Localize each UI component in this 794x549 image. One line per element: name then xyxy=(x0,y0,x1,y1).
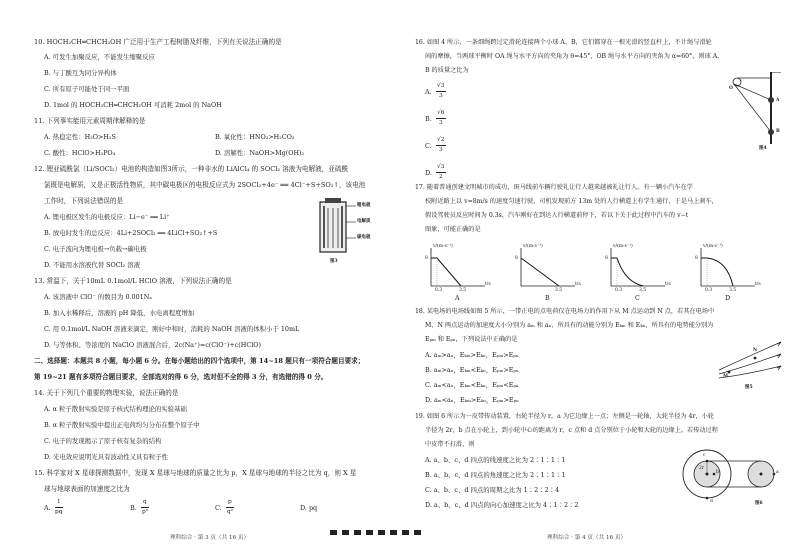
fig4-label-b: B xyxy=(776,129,780,134)
q15-option-d: D. pq xyxy=(300,504,318,512)
graph-b-v0: 8 xyxy=(515,256,518,261)
graph-b-ylabel: v/(m·s⁻¹) xyxy=(523,244,543,249)
q14-option-b: B. α 粒子散射实验中提出正电荷均匀分布在整个原子中 xyxy=(44,421,200,429)
fig6-label-d: d xyxy=(710,499,713,504)
q16-option-b-den: 3 xyxy=(439,120,443,126)
q15-stem-line1: 15. 科学家对 X 星球探测数据中，发现 X 星球与地球的质量之比为 p，X 星球与地球的半径之比为 q，则 X 星 xyxy=(34,469,357,477)
pulley-figure xyxy=(723,72,783,152)
graph-a-v0: 8 xyxy=(425,256,428,261)
q17-stem-line2: 校附近路上以 v=8m/s 的速度匀速行驶，司机发现前方 13m 处的人行横道上有学生通行，于是马上刹车， xyxy=(425,198,718,205)
graph-c-xlabel: t/s xyxy=(665,282,671,287)
q10-stem: 10. HOCH₂CH═CHCH₂OH 广泛用于生产工程树脂及纤维，下列有关说法正确的是 xyxy=(34,38,282,46)
page-mark xyxy=(366,530,373,535)
q12-option-b: B. 放电时发生的总反应：4Li+2SOCl₂ ══ 4LiCl+SO₂↑+S xyxy=(44,229,218,237)
q13-option-b: B. 加入水稀释后，溶液的 pH 降低，水电离程度增加 xyxy=(44,309,195,317)
q12-stem-line1: 12. 锂亚硫酰氯（Li/SOCl₂）电池的构造如图3所示，一种非水的 LiAlCl₄ 的 SOCl₂ 溶液为电解液，亚硫酰 xyxy=(34,165,349,173)
vt-graphs-svg xyxy=(425,244,775,294)
q16-option-b-label: B. xyxy=(425,115,432,123)
q16-stem-line1: 16. 如图 4 所示，一条细绳跨过定滑轮连接两个小球 A、B，它们都穿在一根光滑的竖直杆上，不计绳与滑轮 xyxy=(415,39,712,46)
q19-stem-line2: 半径为 2r，b 点在小轮上，到小轮中心的距离为 r，c 点和 d 点分别位于小轮和大轮的边缘上。若传动过程 xyxy=(425,427,718,434)
page-mark xyxy=(354,530,361,535)
q16-option-b-num: √6 xyxy=(437,110,445,116)
q16-option-a-num: √3 xyxy=(437,83,445,89)
right-page-footer: 理科综合 · 第 4 页（共 16 页） xyxy=(547,535,627,541)
fig5-caption: 图5 xyxy=(745,385,753,390)
q19-stem-line1: 19. 如图 6 所示为一皮带传动装置，右轮半径为 r，a 为它边缘上一点；左侧是一轮轴，大轮半径为 4r，小轮 xyxy=(415,413,714,420)
q16-option-c-num: √2 xyxy=(437,137,445,143)
pulley-diagram xyxy=(723,72,783,152)
q14-stem: 14. 关于下列几个重要的物理实验，说法正确的是 xyxy=(34,389,179,397)
q17-stem-line3: 假设驾驶员反应时间为 0.3s，汽车刚好在到达人行横道前停下，若以下关于此过程中汽车的 v−t xyxy=(425,212,689,219)
q18-stem-line1: 18. 某电场的电场线如图 5 所示，一带正电的点电荷仅在电场力的作用下从 M 点运动到 N 点，若其在电场中 xyxy=(415,308,715,315)
belt-drive-figure xyxy=(679,446,784,510)
q15-option-b-num: q xyxy=(143,499,147,505)
q14-option-a: A. α 粒子散射实验是原子核式结构理论的实验基础 xyxy=(44,405,187,413)
q17-option-d: D xyxy=(725,294,731,302)
graph-c-t2: 3.5 xyxy=(639,288,647,293)
graph-d-xlabel: t/s xyxy=(755,282,761,287)
graph-d-t1: 0.3 xyxy=(705,288,713,293)
fig6-label-a: a xyxy=(776,470,779,475)
vt-graphs xyxy=(425,244,775,294)
q19-option-c: C. a、b、c、d 四点的周期之比为 1∶2∶2∶4 xyxy=(425,486,560,494)
graph-a-t1: 0.3 xyxy=(435,288,443,293)
q14-option-c: C. 电子的发现揭示了原子核有复杂的结构 xyxy=(44,437,162,445)
fig6-caption: 图6 xyxy=(755,501,763,506)
graph-b-t2: 3.5 xyxy=(555,288,563,293)
q10-option-d: D. 1mol 的 HOCH₂CH═CHCH₂OH 可消耗 2mol 的 NaOH xyxy=(44,101,222,109)
q16-option-a-den: 3 xyxy=(439,93,443,99)
graph-a-ylabel: v/(m·s⁻¹) xyxy=(433,244,453,249)
q18-stem-line2: M、N 两点运动的加速度大小分别为 aₘ 和 aₙ，所具有的动能分别为 Eₖₘ 和 Eₖₙ，所具有的电势能分别为 xyxy=(425,322,714,329)
q15-option-c-den: q² xyxy=(227,509,234,515)
q18-option-d: D. aₘ<aₙ，Eₖₘ>Eₖₙ，Eₚₘ>Eₚₙ xyxy=(425,396,519,404)
q16-option-d-den: 2 xyxy=(439,174,443,180)
q16-stem-line3: B 的质量之比为 xyxy=(425,67,469,74)
fig6-label-c: c xyxy=(703,453,706,458)
battery-diagram xyxy=(306,196,386,266)
q15-option-c-label: C. xyxy=(215,504,222,512)
page-mark xyxy=(342,530,349,535)
belt-drive-diagram xyxy=(679,446,784,510)
left-page-footer: 理科综合 · 第 3 页（共 16 页） xyxy=(170,535,250,541)
q15-option-a-den: pq xyxy=(55,509,63,515)
graph-c-t1: 0.3 xyxy=(615,288,623,293)
q10-option-c: C. 所有原子可能处于同一平面 xyxy=(44,85,130,93)
q11-option-d: D. 溶解性：NaOH>Mg(OH)₂ xyxy=(215,149,305,157)
q18-stem-line3: Eₚₘ 和 Eₚₙ，下列说法中正确的是 xyxy=(425,336,518,343)
q17-stem-line1: 17. 随着普通创建文明城市的成功，斑马线前车辆行驶礼让行人越来越被礼让行人。有一辆小汽车在学 xyxy=(415,184,693,191)
q12-stem-line3: 工作时，下列说法错误的是 xyxy=(44,197,124,205)
q15-option-c-num: p xyxy=(228,499,232,505)
battery-figure xyxy=(306,196,386,266)
fig3-label-carbon: 碳电极 xyxy=(357,235,371,240)
q15-option-a-num: 1 xyxy=(57,499,61,505)
q12-option-d: D. 不能用水溶液代替 SOCl₂ 溶液 xyxy=(44,261,141,269)
graph-a-t2: 3.5 xyxy=(459,288,467,293)
graph-d-ylabel: v/(m·s⁻¹) xyxy=(703,244,723,249)
q16-option-d-label: D. xyxy=(425,169,432,177)
field-lines-figure xyxy=(715,336,785,392)
q13-option-d: D. 与等体积、等浓度的 NaClO 溶液混合后，2c(Na⁺)=c(ClO⁻)+c(HClO) xyxy=(44,341,261,349)
q17-option-b: B xyxy=(545,294,550,302)
page-mark xyxy=(330,530,337,535)
q11-stem: 11. 下列事实能用元素周期律解释的是 xyxy=(34,117,146,125)
graph-c-v0: 8 xyxy=(605,256,608,261)
q13-option-a: A. 该溶液中 ClO⁻ 的数目为 0.001Nₐ xyxy=(44,293,152,301)
q18-option-b: B. aₘ>aₙ，Eₖₘ<Eₖₙ，Eₚₘ>Eₚₙ xyxy=(425,366,519,374)
q11-option-a: A. 热稳定性：H₂O>H₂S xyxy=(44,133,116,141)
page-mark xyxy=(378,530,385,535)
q17-option-c: C xyxy=(635,294,640,302)
section2-line1: 二、选择题：本题共 8 小题，每小题 6 分。在每小题给出的四个选项中，第 14~18 题只有一项符合题目要求； xyxy=(34,357,365,365)
graph-a-xlabel: t/s xyxy=(485,282,491,287)
fig3-caption: 图3 xyxy=(330,259,338,264)
q19-option-b: B. a、b、c、d 四点的角速度之比为 2∶1∶1∶1 xyxy=(425,471,566,479)
graph-d-v0: 8 xyxy=(695,256,698,261)
q15-option-b-den: p² xyxy=(142,509,149,515)
fig5-label-m: M xyxy=(723,374,728,379)
fig4-caption: 图4 xyxy=(759,146,767,151)
q15-option-a-label: A. xyxy=(44,504,51,512)
graph-b-xlabel: t/s xyxy=(575,282,581,287)
q10-option-a: A. 可发生加聚反应，不能发生缩聚反应 xyxy=(44,53,155,61)
q14-option-d: D. 光电效应说明光具有波动性又具有粒子性 xyxy=(44,453,168,461)
q16-stem-line2: 间的摩擦，当两球平衡时 OA 绳与水平方向的夹角为 θ=45°，OB 绳与水平方向的夹角为 α=60°，则球 A、 xyxy=(425,53,724,60)
fig4-label-a: A xyxy=(776,98,780,103)
q12-option-a: A. 锂电极区发生的电极反应：Li−e⁻ ══ Li⁺ xyxy=(44,213,170,221)
q18-option-c: C. aₘ<aₙ，Eₖₘ<Eₖₙ，Eₚₘ<Eₚₙ xyxy=(425,381,519,389)
q19-stem-line3: 中皮带不打滑，则 xyxy=(425,441,475,448)
q18-option-a: A. aₘ>aₙ，Eₖₘ>Eₖₙ，Eₚₘ>Eₚₙ xyxy=(425,351,519,359)
q15-option-b-label: B. xyxy=(130,504,137,512)
section2-line2: 第 19~21 题有多项符合题目要求，全部选对的得 6 分，选对但不全的得 3 分，有选错的得 0 分。 xyxy=(34,373,328,381)
q11-option-c: C. 酸性：HClO>H₃PO₄ xyxy=(44,149,116,157)
page-mark xyxy=(390,530,397,535)
q13-stem: 13. 常温下，关于10mL 0.1mol/L HClO 溶液，下列说法正确的是 xyxy=(34,277,232,285)
right-page xyxy=(397,0,794,549)
fig3-label-li: 锂电极 xyxy=(357,203,371,208)
q15-stem-line2: 球与地球表面的加速度之比为 xyxy=(44,485,130,493)
fig5-label-n: N xyxy=(753,348,758,353)
fig6-label-b: b xyxy=(716,470,719,475)
q16-option-c-label: C. xyxy=(425,142,432,150)
q17-stem-line4: 图象，可能正确的是 xyxy=(425,226,481,233)
fig3-label-electrolyte: 电解质 xyxy=(357,219,371,224)
q19-option-a: A. a、b、c、d 四点的线速度之比为 2∶1∶1∶1 xyxy=(425,456,566,464)
graph-d-t2: 3.5 xyxy=(729,288,737,293)
q13-option-c: C. 用 0.1mol/L NaOH 溶液来滴定，刚好中和时，消耗的 NaOH 溶液的体积小于 10mL xyxy=(44,325,300,333)
q16-option-d-num: √3 xyxy=(437,164,445,170)
q12-option-c: C. 电子流向为锂电极→负载→碳电极 xyxy=(44,245,147,253)
q10-option-b: B. 与丁酸互为同分异构体 xyxy=(44,69,117,77)
q19-option-d: D. a、b、c、d 四点的向心加速度之比为 4∶1∶2∶2 xyxy=(425,501,579,509)
q12-stem-line2: 氯既是电解质，又是正极活性物质，其中碳电极区的电极反应式为 2SOCl₂+4e⁻ ══ 4Cl⁻+S+SO₂↑，该电池 xyxy=(44,181,366,189)
q16-option-c-den: 3 xyxy=(439,147,443,153)
q16-option-a-label: A. xyxy=(425,88,432,96)
fig4-label-o: O xyxy=(729,86,733,91)
q11-option-b: B. 氧化性：HNO₃>H₂CO₃ xyxy=(215,133,295,141)
fig6-label-2r: 2r xyxy=(699,466,705,471)
q17-option-a: A xyxy=(455,294,460,302)
graph-c-ylabel: v/(m·s⁻¹) xyxy=(613,244,633,249)
